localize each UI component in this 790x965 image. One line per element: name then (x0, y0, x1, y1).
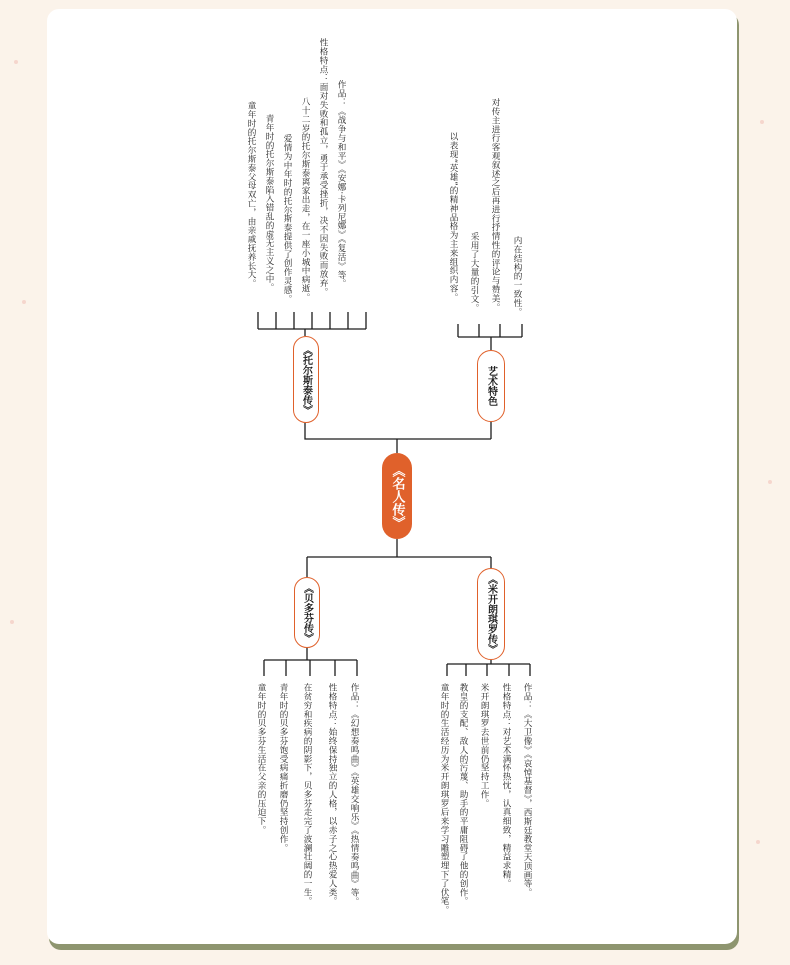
michelangelo-ticks (447, 664, 530, 676)
beethoven-item-1: 童年时的贝多芬生活在父亲的压迫下。 (256, 683, 266, 835)
background-fleck (756, 840, 760, 844)
node-tolstoy (293, 336, 319, 423)
art-item-1: 以表现“英雄”的精神品格为主来组织内容。 (448, 132, 458, 302)
beethoven-subbar (264, 648, 357, 660)
art-item-2: 采用了大量的引文。 (469, 232, 479, 313)
background-fleck (14, 60, 18, 64)
beethoven-item-3: 在贫穷和疾病的阴影下，贝多芬走完了波澜壮阔的一生。 (302, 683, 312, 906)
background-fleck (760, 120, 764, 124)
tolstoy-ticks (258, 312, 366, 329)
tolstoy-item-5: 性格特点：面对失败和孤立，勇于承受挫折，决不因失败而放弃。 (318, 38, 328, 297)
node-beethoven (294, 577, 320, 648)
tolstoy-item-3: 爱情为中年时的托尔斯泰提供了创作灵感。 (282, 134, 292, 304)
tolstoy-item-6: 作品：《战争与和平》《安娜·卡列尼娜》《复活》等。 (336, 80, 346, 289)
michelangelo-item-1: 童年时的生活经历为米开朗琪罗后来学习雕塑埋下了伏笔。 (439, 683, 449, 915)
tolstoy-item-4: 八十二岁的托尔斯泰离家出走，在一座小城中病逝。 (300, 97, 310, 302)
michelangelo-subbar (447, 660, 530, 664)
michelangelo-item-2: 教皇的支配、敌人的污蔑、助手的平庸阻碍了他的创作。 (458, 683, 468, 906)
art-ticks (458, 324, 522, 337)
root-label: 《名人传》 (389, 463, 405, 529)
node-art-label: 艺术特色 (485, 366, 497, 406)
beethoven-item-4: 性格特点：始终保持独立的人格，以赤子之心热爱人类。 (327, 683, 337, 906)
tolstoy-item-1: 童年时的托尔斯泰父母双亡，由亲戚抚养长大。 (246, 101, 256, 288)
beethoven-item-2: 青年时的贝多芬饱受病痛折磨仍坚持创作。 (278, 683, 288, 853)
root-node (382, 453, 412, 539)
upper-bar (305, 436, 491, 439)
node-art-features (477, 350, 505, 422)
michelangelo-item-4: 性格特点：对艺术满怀热忱，认真细致，精益求精。 (501, 683, 511, 888)
tolstoy-item-2: 青年时的托尔斯泰陷入错乱的虚无主义之中。 (264, 114, 274, 292)
node-michelangelo (477, 568, 505, 660)
art-item-3: 对传主进行客观叙述之后再进行抒情性的评论与赞美。 (490, 98, 500, 312)
beethoven-ticks (264, 660, 357, 676)
art-item-4: 内在结构的一致性。 (512, 236, 522, 317)
node-beethoven-label: 《贝多芬传》 (301, 582, 313, 643)
background-fleck (768, 480, 772, 484)
tolstoy-subbar (258, 329, 366, 336)
art-subbar (458, 337, 522, 350)
background-fleck (22, 300, 26, 304)
michelangelo-item-3: 米开朗琪罗去世前仍坚持工作。 (479, 683, 489, 808)
michelangelo-item-5: 作品：《大卫像》《哀悼基督》，西斯廷教堂天顶画等。 (522, 683, 532, 897)
background-fleck (10, 620, 14, 624)
node-michelangelo-label: 《米开朗琪罗传》 (485, 574, 497, 654)
node-tolstoy-label: 《托尔斯泰传》 (300, 344, 312, 415)
beethoven-item-5: 作品：《幻想奏鸣曲》《英雄交响乐》《热情奏鸣曲》等。 (349, 683, 359, 906)
